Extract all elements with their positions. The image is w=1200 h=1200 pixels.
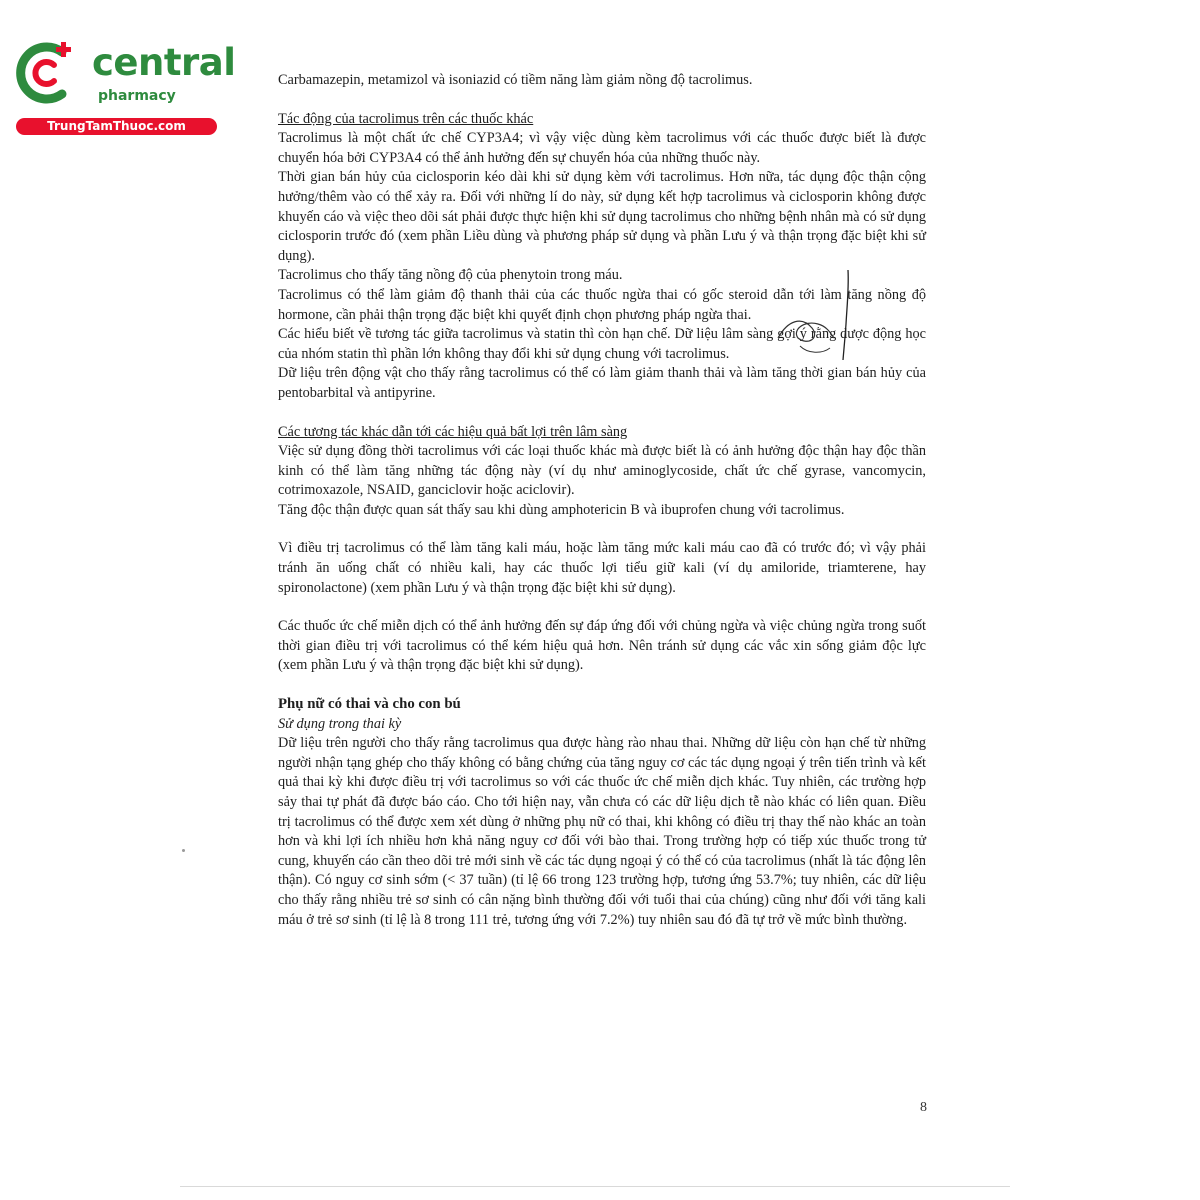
document-body: [278, 71, 926, 930]
scan-edge-line: [180, 1186, 1010, 1187]
paragraph-pregnancy: Dữ liệu trên người cho thấy rằng tacrolimus qua được hàng rào nhau thai. Những dữ liệu còn hạn chế từ những người nhận tạng ghép cho thấy không có bằng chứng của tăng nguy cơ các tác dụng ngoại ý trên tiến trình và kết quả thai kỳ khi được điều trị với tacrolimus so với các thuốc ức chế miễn dịch khác. Tuy nhiên, các trường hợp sảy thai tự phát đã được báo cáo. Cho tới hiện nay, vẫn chưa có các dữ liệu dịch tễ nào khác có liên quan. Điều trị tacrolimus có thể được xem xét dùng ở những phụ nữ có thai, khi không có điều trị thay thế nào khác an toàn hơn và khi lợi ích nhiều hơn khả năng nguy cơ đối với bào thai. Trong trường hợp có tiếp xúc thuốc trong tử cung, khuyến cáo cần theo dõi trẻ mới sinh về các tác dụng ngoại ý có thể có của tacrolimus (nhất là tác động lên thận). Có nguy cơ sinh sớm (< 37 tuần) (tỉ lệ 66 trong 123 trường hợp, tương ứng 53.7%; tuy nhiên, các dữ liệu cho thấy rằng nhiều trẻ sơ sinh có cân nặng bình thường đối với tuổi thai của chúng) cũng như đối với tăng kali máu ở trẻ sơ sinh (tỉ lệ là 8 trong 111 trẻ, tương ứng với 7.2%) tuy nhiên sau đó đã tự trở về mức bình thường.: [278, 735, 926, 928]
paragraph: Tacrolimus là một chất ức chế CYP3A4; vì vậy việc dùng kèm tacrolimus với các thuốc được biết là được chuyển hóa bởi CYP3A4 có thể ảnh hưởng đến sự chuyển hóa của những thuốc này.: [278, 130, 926, 166]
paragraph: Thời gian bán hủy của ciclosporin kéo dài khi sử dụng kèm với tacrolimus. Hơn nữa, tác dụng độc thận cộng hưởng/thêm vào có thể xảy ra. Đối với những lí do này, sử dụng kết hợp tacrolimus và ciclosporin không được khuyến cáo và việc theo dõi sát phải được thực hiện khi sử dụng tacrolimus cho những bệnh nhân mà có sử dụng ciclosporin trước đó (xem phần Liều dùng và phương pháp sử dụng và phần Lưu ý và thận trọng đặc biệt khi sử dụng).: [278, 169, 926, 264]
paragraph: Các hiểu biết về tương tác giữa tacrolimus và statin thì còn hạn chế. Dữ liệu lâm sàng gợi ý rằng dược động học của nhóm statin thì phần lớn không thay đổi khi sử dụng chung với tacrolimus.: [278, 326, 926, 362]
central-pharmacy-logo: [10, 38, 236, 136]
section-heading-effects-on-other-drugs: Tác động của tacrolimus trên các thuốc khác: [278, 110, 534, 127]
scan-speck: [182, 849, 185, 852]
intro-paragraph: Carbamazepin, metamizol và isoniazid có tiềm năng làm giảm nồng độ tacrolimus.: [278, 72, 753, 88]
central-logo-icon: [10, 38, 80, 108]
brand-subtitle: pharmacy: [98, 88, 176, 104]
subheading-pregnancy-use: Sử dụng trong thai kỳ: [278, 715, 402, 732]
paragraph: Tacrolimus có thể làm giảm độ thanh thải của các thuốc ngừa thai có gốc steroid dẫn tới làm tăng nồng độ hormone, cần phải thận trọng đặc biệt khi quyết định chọn phương pháp ngừa thai.: [278, 286, 926, 323]
paragraph: Việc sử dụng đồng thời tacrolimus với các loại thuốc khác mà được biết là có ảnh hưởng độc thận hay độc thần kinh có thể làm tăng những tác động này (ví dụ như aminoglycoside, chất ức chế gyrase, vancomycin, cotrimoxazole, NSAID, ganciclovir hoặc aciclovir).: [278, 443, 926, 499]
section-heading-other-interactions: Các tương tác khác dẫn tới các hiệu quả bất lợi trên lâm sàng: [278, 423, 628, 440]
paragraph: Dữ liệu trên động vật cho thấy rằng tacrolimus có thể có làm giảm thanh thải và làm tăng thời gian bán hủy của pentobarbital và antipyrine.: [278, 365, 926, 401]
section-heading-pregnancy: Phụ nữ có thai và cho con bú: [278, 696, 461, 713]
page-number: 8: [920, 1100, 927, 1115]
paragraph-vaccines: Các thuốc ức chế miễn dịch có thể ảnh hưởng đến sự đáp ứng đối với chủng ngừa và việc chủng ngừa trong suốt thời gian điều trị với tacrolimus có thể kém hiệu quả hơn. Nên tránh sử dụng các vắc xin sống giảm độc lực (xem phần Lưu ý và thận trọng đặc biệt khi sử dụng).: [278, 618, 926, 674]
brand-name: central: [92, 41, 236, 84]
brand-url-badge: TrungTamThuoc.com: [16, 118, 217, 135]
paragraph-potassium: Vì điều trị tacrolimus có thể làm tăng kali máu, hoặc làm tăng mức kali máu cao đã có trước đó; vì vậy phải tránh ăn uống chất có nhiều kali, hay các thuốc lợi tiểu giữ kali (ví dụ amiloride, triamterene, hay spironolactone) (xem phần Lưu ý và thận trọng đặc biệt khi sử dụng).: [278, 540, 926, 596]
paragraph: Tacrolimus cho thấy tăng nồng độ của phenytoin trong máu.: [278, 267, 623, 284]
paragraph: Tăng độc thận được quan sát thấy sau khi dùng amphotericin B và ibuprofen chung với tacrolimus.: [278, 501, 845, 518]
